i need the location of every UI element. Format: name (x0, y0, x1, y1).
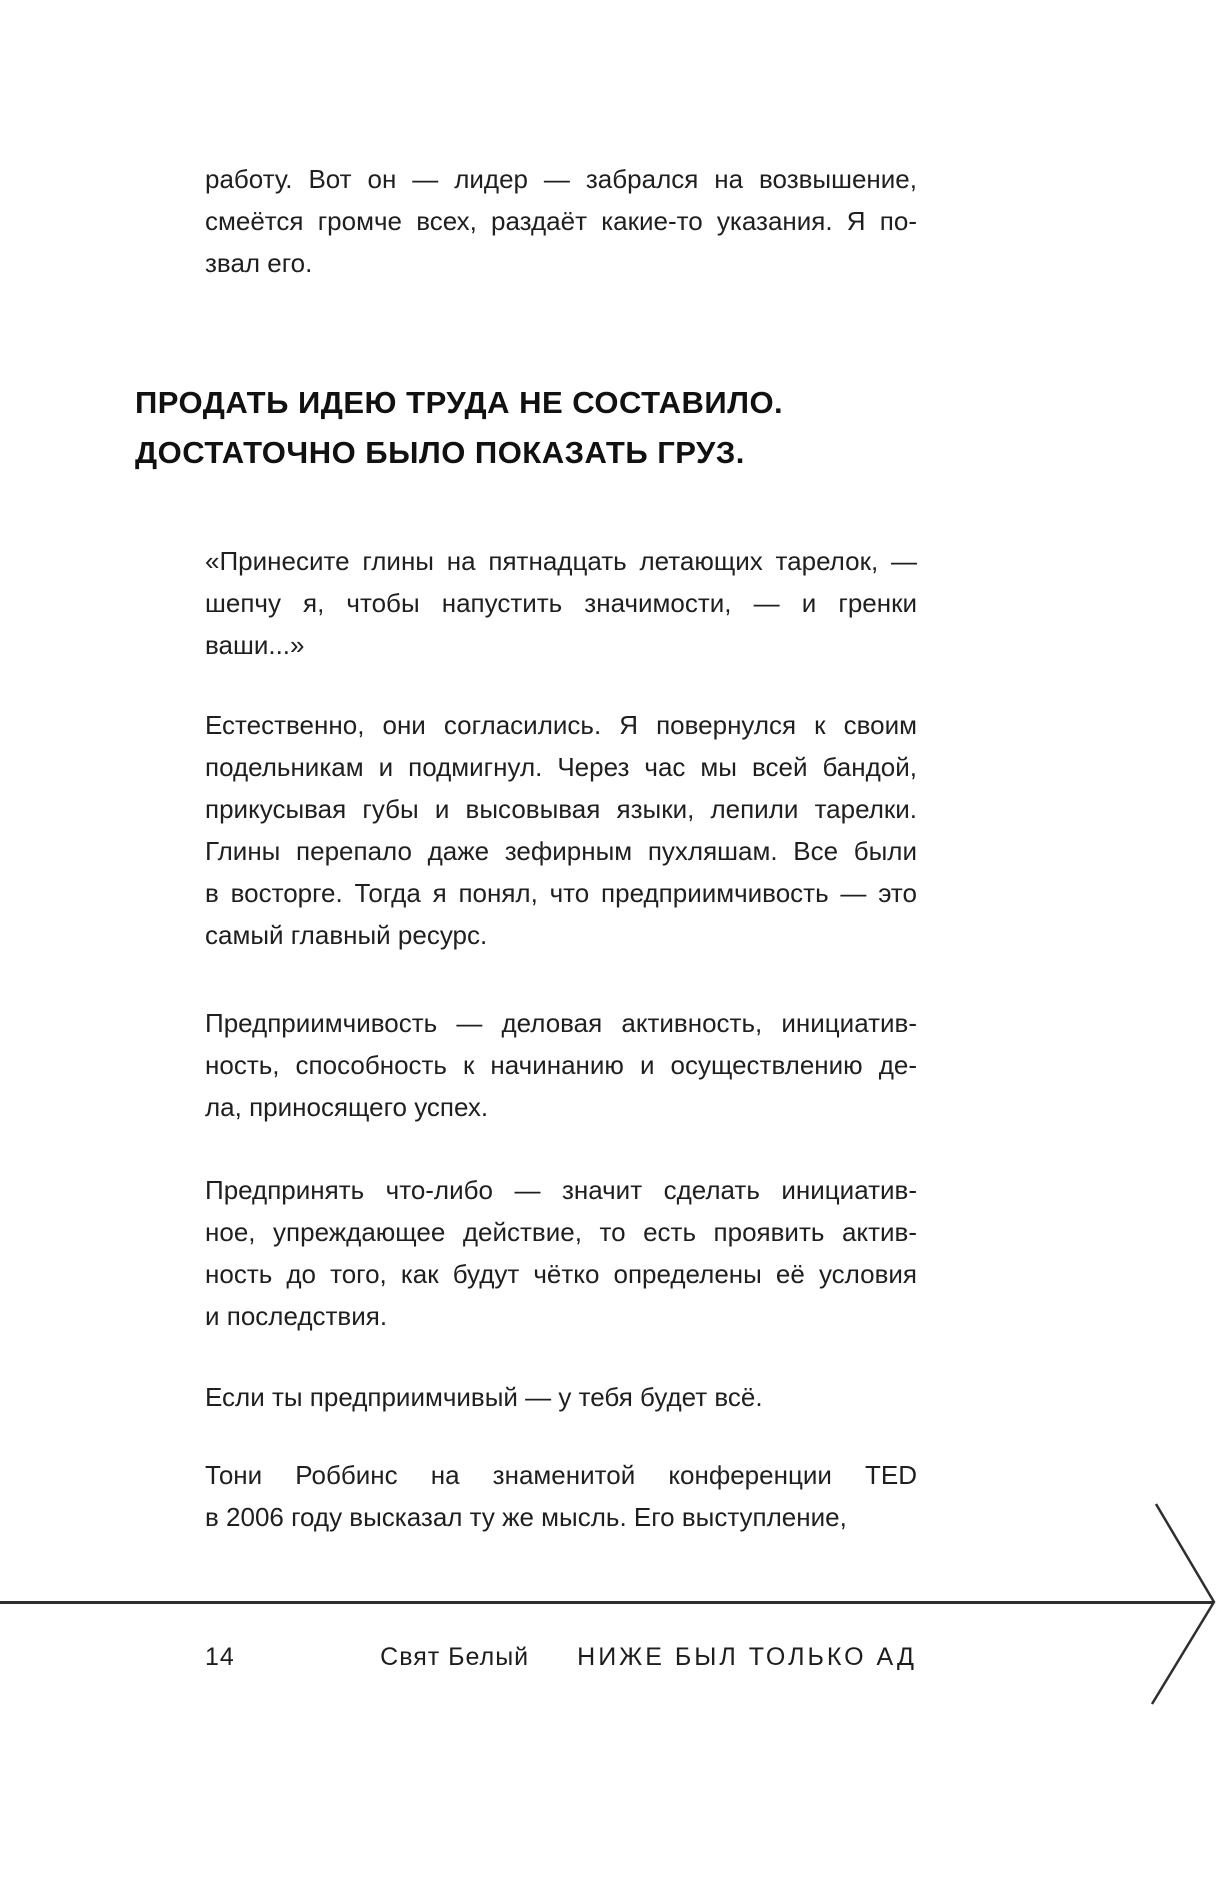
paragraph-line: прикусывая губы и высовывая языки, лепили тарелки. (205, 794, 917, 824)
paragraph-line: ность, способность к начинанию и осуществлению де- (205, 1050, 917, 1080)
page-footer (205, 1643, 917, 1672)
section-heading-line: ДОСТАТОЧНО БЫЛО ПОКАЗАТЬ ГРУЗ. (135, 435, 745, 470)
paragraph-line: ла, приносящего успех. (205, 1092, 489, 1122)
paragraph (205, 1454, 917, 1538)
paragraph-line: Тони Роббинс на знаменитой конференции TED (205, 1460, 917, 1490)
paragraph (205, 158, 917, 284)
quote-paragraph (205, 540, 917, 666)
paragraph-line: в восторге. Тогда я понял, что предприимчивость — это (205, 878, 917, 908)
paragraph-line: подельникам и подмигнул. Через час мы всей бандой, (205, 752, 917, 782)
paragraph-line: Предприимчивость — деловая активность, инициатив- (205, 1008, 917, 1038)
paragraph-line: Если ты предприимчивый — у тебя будет всё. (205, 1382, 763, 1412)
footer-rule (0, 1601, 1214, 1604)
quote-line: шепчу я, чтобы напустить значимости, — и гренки (205, 588, 917, 618)
paragraph (205, 1376, 917, 1418)
quote-line: «Принесите глины на пятнадцать летающих тарелок, — (205, 546, 917, 576)
author-name: Свят Белый (380, 1643, 530, 1671)
paragraph (205, 704, 917, 956)
quote-line: ваши...» (205, 630, 305, 660)
paragraph-line: Предпринять что-либо — значит сделать инициатив- (205, 1175, 917, 1205)
paragraph (205, 1169, 917, 1337)
paragraph-line: звал его. (205, 248, 313, 278)
section-heading (135, 378, 1095, 478)
next-page-arrow-icon[interactable] (1140, 1498, 1216, 1710)
book-title: НИЖЕ БЫЛ ТОЛЬКО АД (577, 1643, 917, 1671)
paragraph-line: Глины перепало даже зефирным пухляшам. Все были (205, 836, 917, 866)
paragraph-line: самый главный ресурс. (205, 920, 488, 950)
paragraph-line: в 2006 году высказал ту же мысль. Его выступление, (205, 1502, 847, 1532)
paragraph-line: и последствия. (205, 1301, 388, 1331)
paragraph-line: работу. Вот он — лидер — забрался на возвышение, (205, 164, 917, 194)
paragraph-line: Естественно, они согласились. Я повернулся к своим (205, 710, 917, 740)
paragraph-line: смеётся громче всех, раздаёт какие-то указания. Я по- (205, 206, 917, 236)
paragraph-line: ность до того, как будут чётко определены её условия (205, 1259, 917, 1289)
paragraph (205, 1002, 917, 1128)
section-heading-line: ПРОДАТЬ ИДЕЮ ТРУДА НЕ СОСТАВИЛО. (135, 385, 784, 420)
paragraph-line: ное, упреждающее действие, то есть проявить актив- (205, 1217, 917, 1247)
page-number: 14 (205, 1643, 235, 1671)
